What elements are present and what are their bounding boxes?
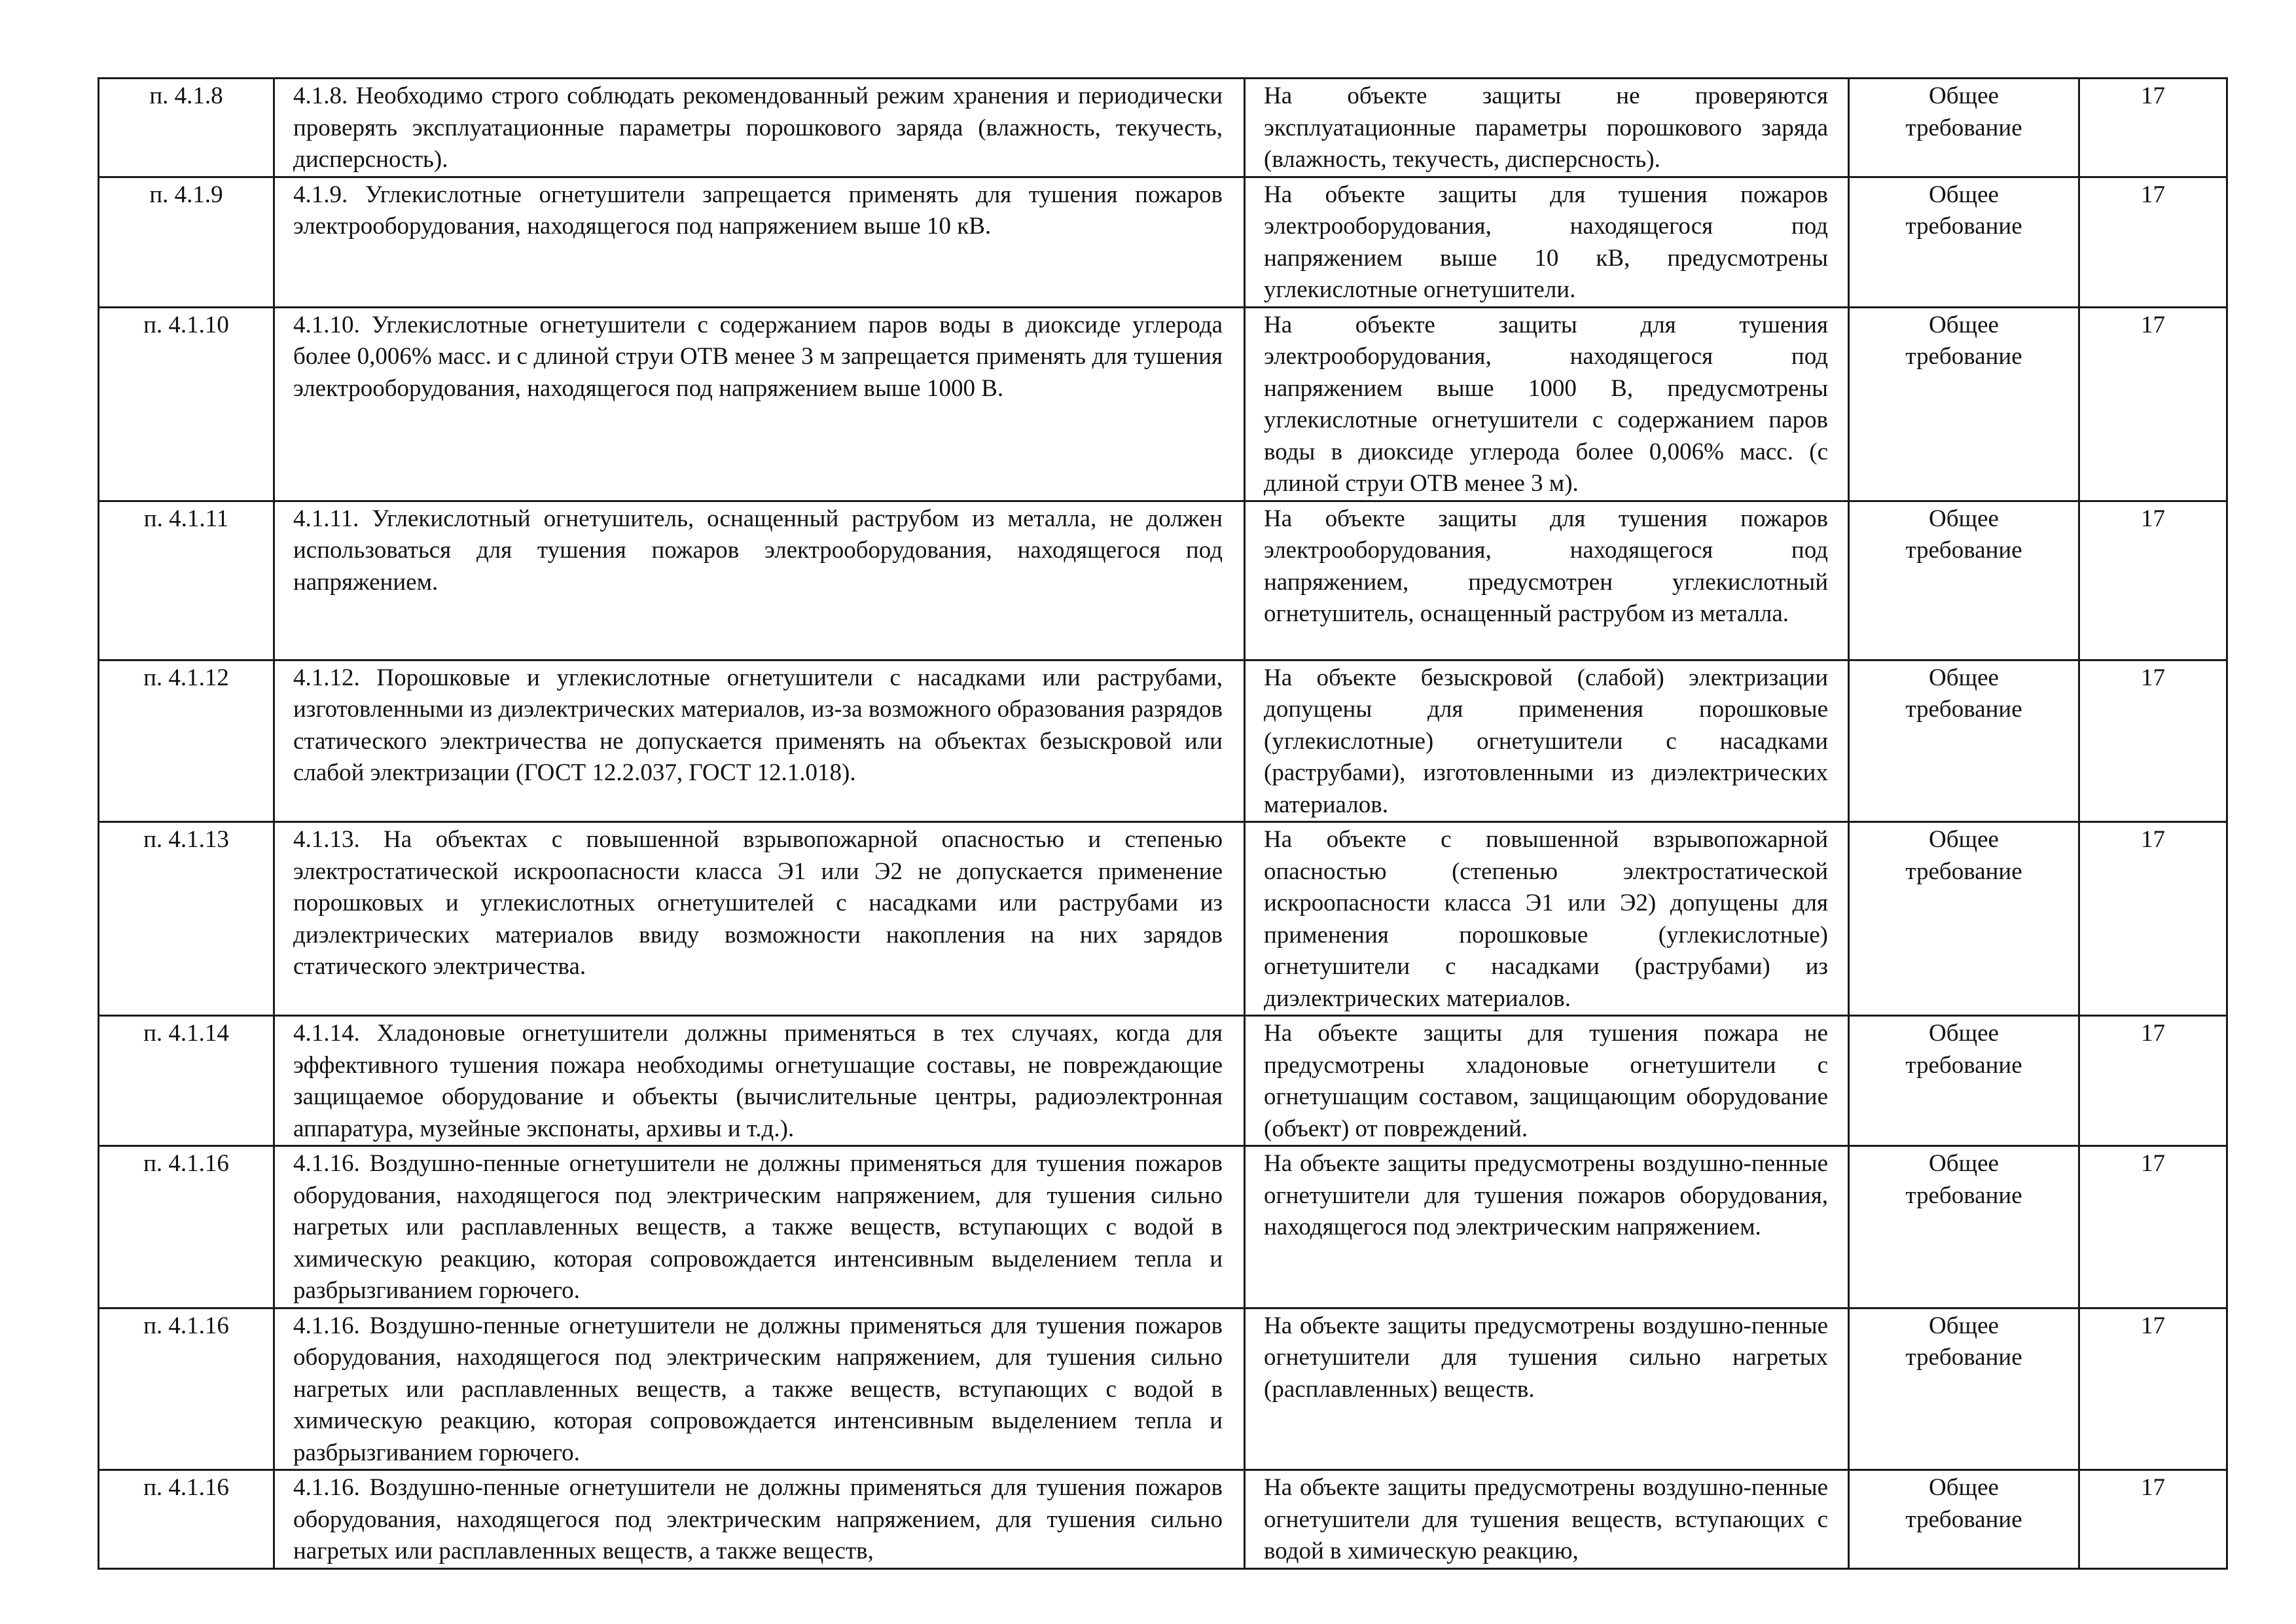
row-number: 17 <box>2079 307 2227 501</box>
clause-ref: п. 4.1.16 <box>99 1146 274 1308</box>
table-row <box>99 822 2227 1016</box>
table-row <box>99 1308 2227 1470</box>
requirement-text: 4.1.11. Углекислотный огнетушитель, оснащенный раструбом из металла, не должен использоваться для тушения пожаров электрооборудования, находящегося под напряжением. <box>274 501 1245 660</box>
table-row <box>99 660 2227 822</box>
violation-text: На объекте защиты предусмотрены воздушно-пенные огнетушители для тушения пожаров оборудования, находящегося под электрическим напряжением. <box>1245 1146 1849 1308</box>
clause-ref: п. 4.1.10 <box>99 307 274 501</box>
clause-ref: п. 4.1.14 <box>99 1016 274 1146</box>
requirement-type: Общее требование <box>1849 501 2079 660</box>
requirement-type: Общее требование <box>1849 660 2079 822</box>
requirement-type: Общее требование <box>1849 822 2079 1016</box>
clause-ref: п. 4.1.16 <box>99 1470 274 1569</box>
row-number: 17 <box>2079 79 2227 177</box>
table-row <box>99 177 2227 307</box>
violation-text: На объекте защиты для тушения пожаров электрооборудования, находящегося под напряжением, предусмотрен углекислотный огнетушитель, оснащенный раструбом из металла. <box>1245 501 1849 660</box>
requirement-type: Общее требование <box>1849 1016 2079 1146</box>
table-row <box>99 1470 2227 1569</box>
requirement-type: Общее требование <box>1849 1308 2079 1470</box>
row-number: 17 <box>2079 660 2227 822</box>
table-row <box>99 79 2227 177</box>
violation-text: На объекте с повышенной взрывопожарной опасностью (степенью электростатической искроопасности класса Э1 или Э2) допущены для применения порошковые (углекислотные) огнетушители с насадками (раструбами) из диэлектрических материалов. <box>1245 822 1849 1016</box>
row-number: 17 <box>2079 1308 2227 1470</box>
clause-ref: п. 4.1.9 <box>99 177 274 307</box>
violation-text: На объекте безыскровой (слабой) электризации допущены для применения порошковые (углекислотные) огнетушители с насадками (раструбами), изготовленными из диэлектрических материалов. <box>1245 660 1849 822</box>
clause-ref: п. 4.1.12 <box>99 660 274 822</box>
requirement-text: 4.1.14. Хладоновые огнетушители должны применяться в тех случаях, когда для эффективного тушения пожара необходимы огнетушащие составы, не повреждающие защищаемое оборудование и объекты (вычислительные центры, радиоэлектронная аппаратура, музейные экспонаты, архивы и т.д.). <box>274 1016 1245 1146</box>
requirement-type: Общее требование <box>1849 1146 2079 1308</box>
violation-text: На объекте защиты не проверяются эксплуатационные параметры порошкового заряда (влажность, текучесть, дисперсность). <box>1245 79 1849 177</box>
requirement-type: Общее требование <box>1849 307 2079 501</box>
table-row <box>99 501 2227 660</box>
violation-text: На объекте защиты предусмотрены воздушно-пенные огнетушители для тушения веществ, вступающих с водой в химическую реакцию, <box>1245 1470 1849 1569</box>
violation-text: На объекте защиты для тушения пожаров электрооборудования, находящегося под напряжением выше 10 кВ, предусмотрены углекислотные огнетушители. <box>1245 177 1849 307</box>
clause-ref: п. 4.1.16 <box>99 1308 274 1470</box>
clause-ref: п. 4.1.8 <box>99 79 274 177</box>
requirement-type: Общее требование <box>1849 1470 2079 1569</box>
requirement-type: Общее требование <box>1849 177 2079 307</box>
requirement-text: 4.1.16. Воздушно-пенные огнетушители не должны применяться для тушения пожаров оборудования, находящегося под электрическим напряжением, для тушения сильно нагретых или расплавленных веществ, а также веществ, <box>274 1470 1245 1569</box>
requirement-text: 4.1.9. Углекислотные огнетушители запрещается применять для тушения пожаров электрооборудования, находящегося под напряжением выше 10 кВ. <box>274 177 1245 307</box>
table-row <box>99 1146 2227 1308</box>
table-row <box>99 1016 2227 1146</box>
row-number: 17 <box>2079 1016 2227 1146</box>
requirement-text: 4.1.13. На объектах с повышенной взрывопожарной опасностью и степенью электростатической искроопасности класса Э1 или Э2 не допускается применение порошковых и углекислотных огнетушителей с насадками или раструбами из диэлектрических материалов ввиду возможности накопления на них зарядов статического электричества. <box>274 822 1245 1016</box>
requirements-table <box>98 77 2228 1570</box>
table-row <box>99 307 2227 501</box>
row-number: 17 <box>2079 177 2227 307</box>
requirement-text: 4.1.16. Воздушно-пенные огнетушители не должны применяться для тушения пожаров оборудования, находящегося под электрическим напряжением, для тушения сильно нагретых или расплавленных веществ, а также веществ, вступающих с водой в химическую реакцию, которая сопровождается интенсивным выделением тепла и разбрызгиванием горючего. <box>274 1146 1245 1308</box>
requirement-text: 4.1.10. Углекислотные огнетушители с содержанием паров воды в диоксиде углерода более 0,006% масс. и с длиной струи ОТВ менее 3 м запрещается применять для тушения электрооборудования, находящегося под напряжением выше 1000 В. <box>274 307 1245 501</box>
clause-ref: п. 4.1.11 <box>99 501 274 660</box>
requirement-text: 4.1.16. Воздушно-пенные огнетушители не должны применяться для тушения пожаров оборудования, находящегося под электрическим напряжением, для тушения сильно нагретых или расплавленных веществ, а также веществ, вступающих с водой в химическую реакцию, которая сопровождается интенсивным выделением тепла и разбрызгиванием горючего. <box>274 1308 1245 1470</box>
row-number: 17 <box>2079 1146 2227 1308</box>
row-number: 17 <box>2079 1470 2227 1569</box>
violation-text: На объекте защиты для тушения пожара не предусмотрены хладоновые огнетушители с огнетушащим составом, защищающим оборудование (объект) от повреждений. <box>1245 1016 1849 1146</box>
row-number: 17 <box>2079 501 2227 660</box>
row-number: 17 <box>2079 822 2227 1016</box>
violation-text: На объекте защиты для тушения электрооборудования, находящегося под напряжением выше 1000 В, предусмотрены углекислотные огнетушители с содержанием паров воды в диоксиде углерода более 0,006% масс. (с длиной струи ОТВ менее 3 м). <box>1245 307 1849 501</box>
clause-ref: п. 4.1.13 <box>99 822 274 1016</box>
requirement-type: Общее требование <box>1849 79 2079 177</box>
requirement-text: 4.1.12. Порошковые и углекислотные огнетушители с насадками или раструбами, изготовленными из диэлектрических материалов, из-за возможного образования разрядов статического электричества не допускается применять на объектах безыскровой или слабой электризации (ГОСТ 12.2.037, ГОСТ 12.1.018). <box>274 660 1245 822</box>
requirement-text: 4.1.8. Необходимо строго соблюдать рекомендованный режим хранения и периодически проверять эксплуатационные параметры порошкового заряда (влажность, текучесть, дисперсность). <box>274 79 1245 177</box>
violation-text: На объекте защиты предусмотрены воздушно-пенные огнетушители для тушения сильно нагретых (расплавленных) веществ. <box>1245 1308 1849 1470</box>
